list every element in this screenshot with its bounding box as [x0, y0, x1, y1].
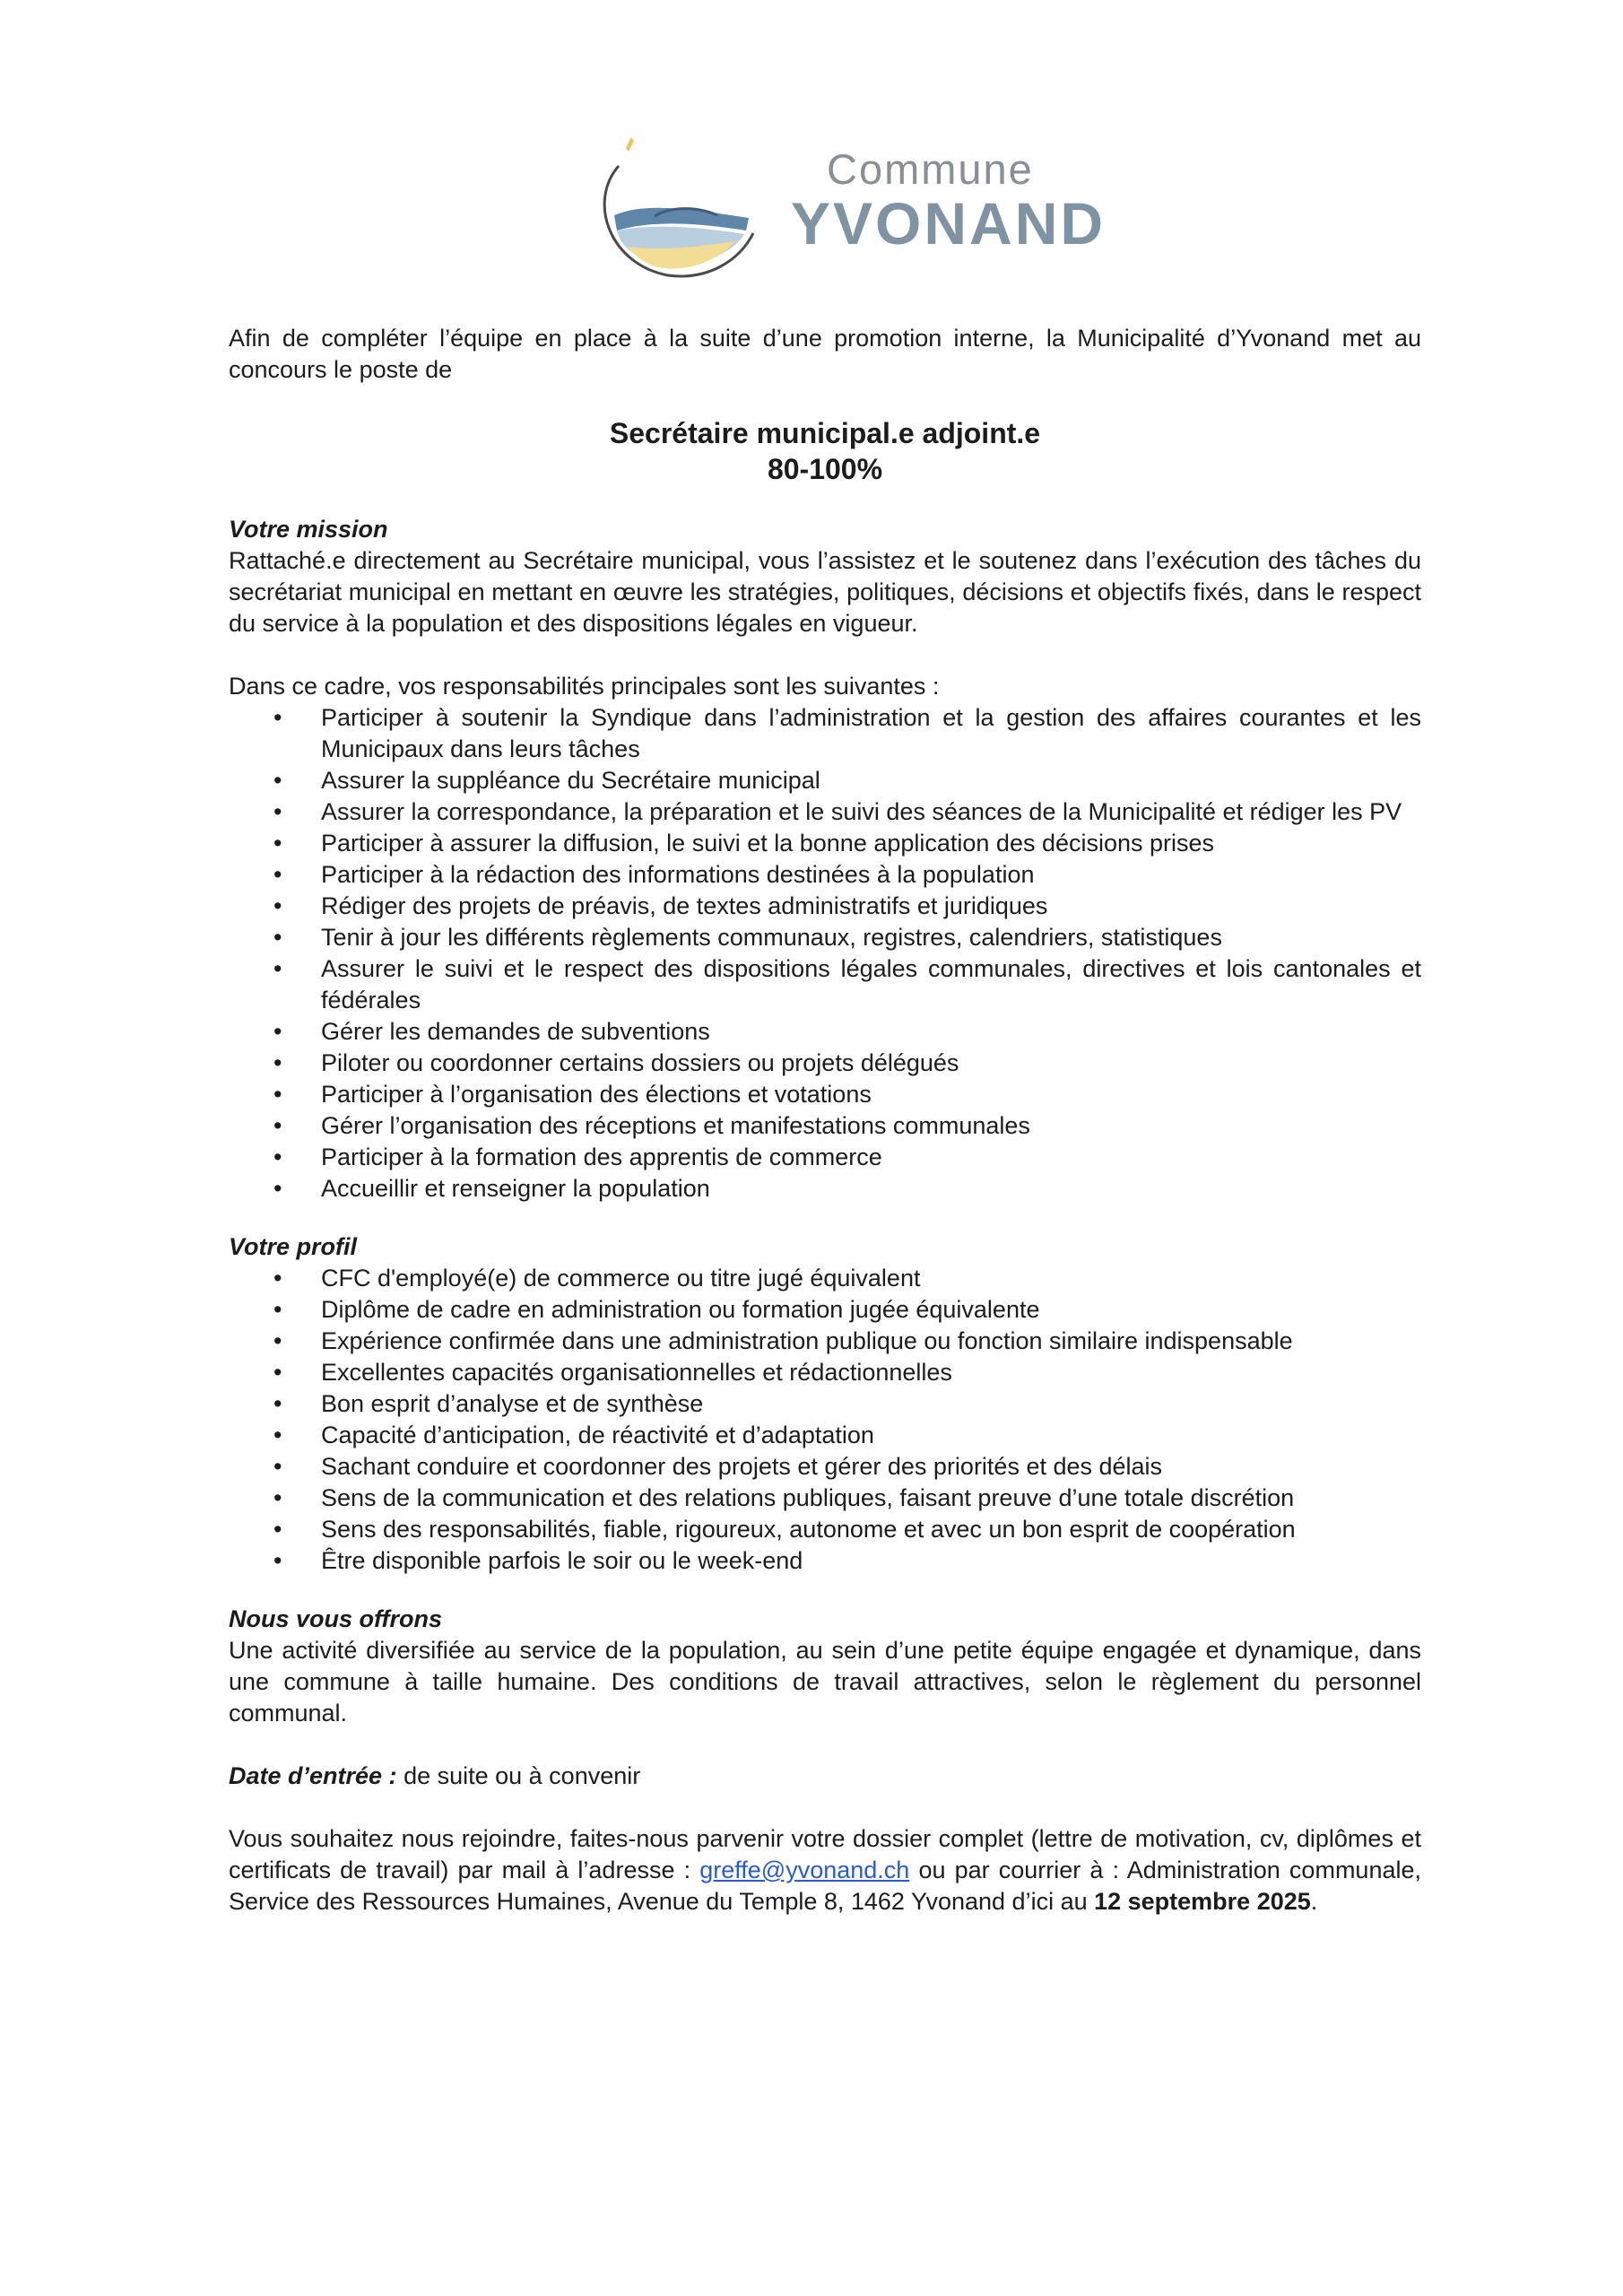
- list-item: • Participer à soutenir la Syndique dans l’administration et la gestion des affaires courantes et les Municipaux dans leurs tâches: [229, 702, 1421, 765]
- job-title-rate: 80-100%: [767, 453, 883, 485]
- list-item: • Excellentes capacités organisationnelles et rédactionnelles: [229, 1357, 1421, 1388]
- list-item: • Piloter ou coordonner certains dossiers ou projets délégués: [229, 1048, 1421, 1079]
- list-item: • Participer à la formation des apprentis de commerce: [229, 1142, 1421, 1173]
- start-date-value: de suite ou à convenir: [396, 1762, 641, 1789]
- list-item: • Être disponible parfois le soir ou le week-end: [229, 1545, 1421, 1577]
- list-item: • Tenir à jour les différents règlements communaux, registres, calendriers, statistiques: [229, 922, 1421, 953]
- list-item: • Gérer l’organisation des réceptions et manifestations communales: [229, 1110, 1421, 1142]
- responsibilities-list: [229, 702, 1421, 1205]
- intro-paragraph: Afin de compléter l’équipe en place à la suite d’une promotion interne, la Municipalité d’Yvonand met au concours le poste de: [229, 325, 1421, 383]
- logo-commune-text: Commune: [827, 145, 1034, 193]
- list-item: • Capacité d’anticipation, de réactivité et d’adaptation: [229, 1420, 1421, 1451]
- offer-heading: Nous vous offrons: [229, 1605, 443, 1632]
- closing-paragraph: [229, 1823, 1421, 1918]
- mission-heading: Votre mission: [229, 516, 388, 543]
- email-link[interactable]: greffe@yvonand.ch: [699, 1857, 910, 1883]
- list-item: • Rédiger des projets de préavis, de textes administratifs et juridiques: [229, 891, 1421, 922]
- list-item: • Participer à la rédaction des informations destinées à la population: [229, 859, 1421, 891]
- list-item: • CFC d'employé(e) de commerce ou titre jugé équivalent: [229, 1263, 1421, 1294]
- profile-heading: Votre profil: [229, 1233, 358, 1260]
- list-item: • Sachant conduire et coordonner des projets et gérer des priorités et des délais: [229, 1451, 1421, 1483]
- list-item: • Diplôme de cadre en administration ou formation jugée équivalente: [229, 1294, 1421, 1326]
- commune-logo: [592, 130, 1112, 287]
- list-item: • Participer à l’organisation des élections et votations: [229, 1079, 1421, 1110]
- job-title: [229, 415, 1421, 487]
- deadline-date: 12 septembre 2025: [1094, 1888, 1311, 1915]
- logo-yvonand-text: YVONAND: [791, 190, 1107, 257]
- list-item: • Assurer la correspondance, la préparation et le suivi des séances de la Municipalité et rédiger les PV: [229, 796, 1421, 828]
- closing-text-2: ou par courrier à : Administration communale, Service des Ressources Humaines, Avenue du Temple 8, 1462 Yvonand d’ici au: [229, 1857, 1421, 1915]
- list-item: • Sens de la communication et des relations publiques, faisant preuve d’une totale discrétion: [229, 1483, 1421, 1514]
- lake-emblem-icon: [592, 130, 771, 287]
- responsibilities-intro: Dans ce cadre, vos responsabilités principales sont les suivantes :: [229, 673, 940, 700]
- list-item: • Expérience confirmée dans une administration publique ou fonction similaire indispensable: [229, 1326, 1421, 1357]
- start-date-label: Date d’entrée :: [229, 1762, 397, 1789]
- closing-text-3: .: [1310, 1888, 1318, 1915]
- job-posting-body: [229, 323, 1421, 1918]
- closing-text-1: Vous souhaitez nous rejoindre, faites-nous parvenir votre dossier complet (lettre de motivation, cv, diplômes et certificats de travail) par mail à l’adresse :: [229, 1825, 1421, 1883]
- list-item: • Assurer le suivi et le respect des dispositions légales communales, directives et lois cantonales et fédérales: [229, 953, 1421, 1016]
- list-item: • Bon esprit d’analyse et de synthèse: [229, 1388, 1421, 1420]
- list-item: • Gérer les demandes de subventions: [229, 1016, 1421, 1048]
- profile-list: [229, 1263, 1421, 1577]
- mission-text: Rattaché.e directement au Secrétaire municipal, vous l’assistez et le soutenez dans l’exécution des tâches du secrétariat municipal en mettant en œuvre les stratégies, politiques, décisions et objectifs fixés, dans le respect du service à la population et des dispositions légales en vigueur.: [229, 547, 1421, 637]
- job-title-line1: Secrétaire municipal.e adjoint.e: [609, 417, 1041, 449]
- list-item: • Sens des responsabilités, fiable, rigoureux, autonome et avec un bon esprit de coopération: [229, 1514, 1421, 1545]
- start-date: [229, 1761, 1421, 1792]
- list-item: • Accueillir et renseigner la population: [229, 1173, 1421, 1205]
- list-item: • Assurer la suppléance du Secrétaire municipal: [229, 765, 1421, 796]
- offer-text: Une activité diversifiée au service de la population, au sein d’une petite équipe engagée et dynamique, dans une commune à taille humaine. Des conditions de travail attractives, selon le règlement du personnel communal.: [229, 1637, 1421, 1726]
- list-item: • Participer à assurer la diffusion, le suivi et la bonne application des décisions prises: [229, 828, 1421, 859]
